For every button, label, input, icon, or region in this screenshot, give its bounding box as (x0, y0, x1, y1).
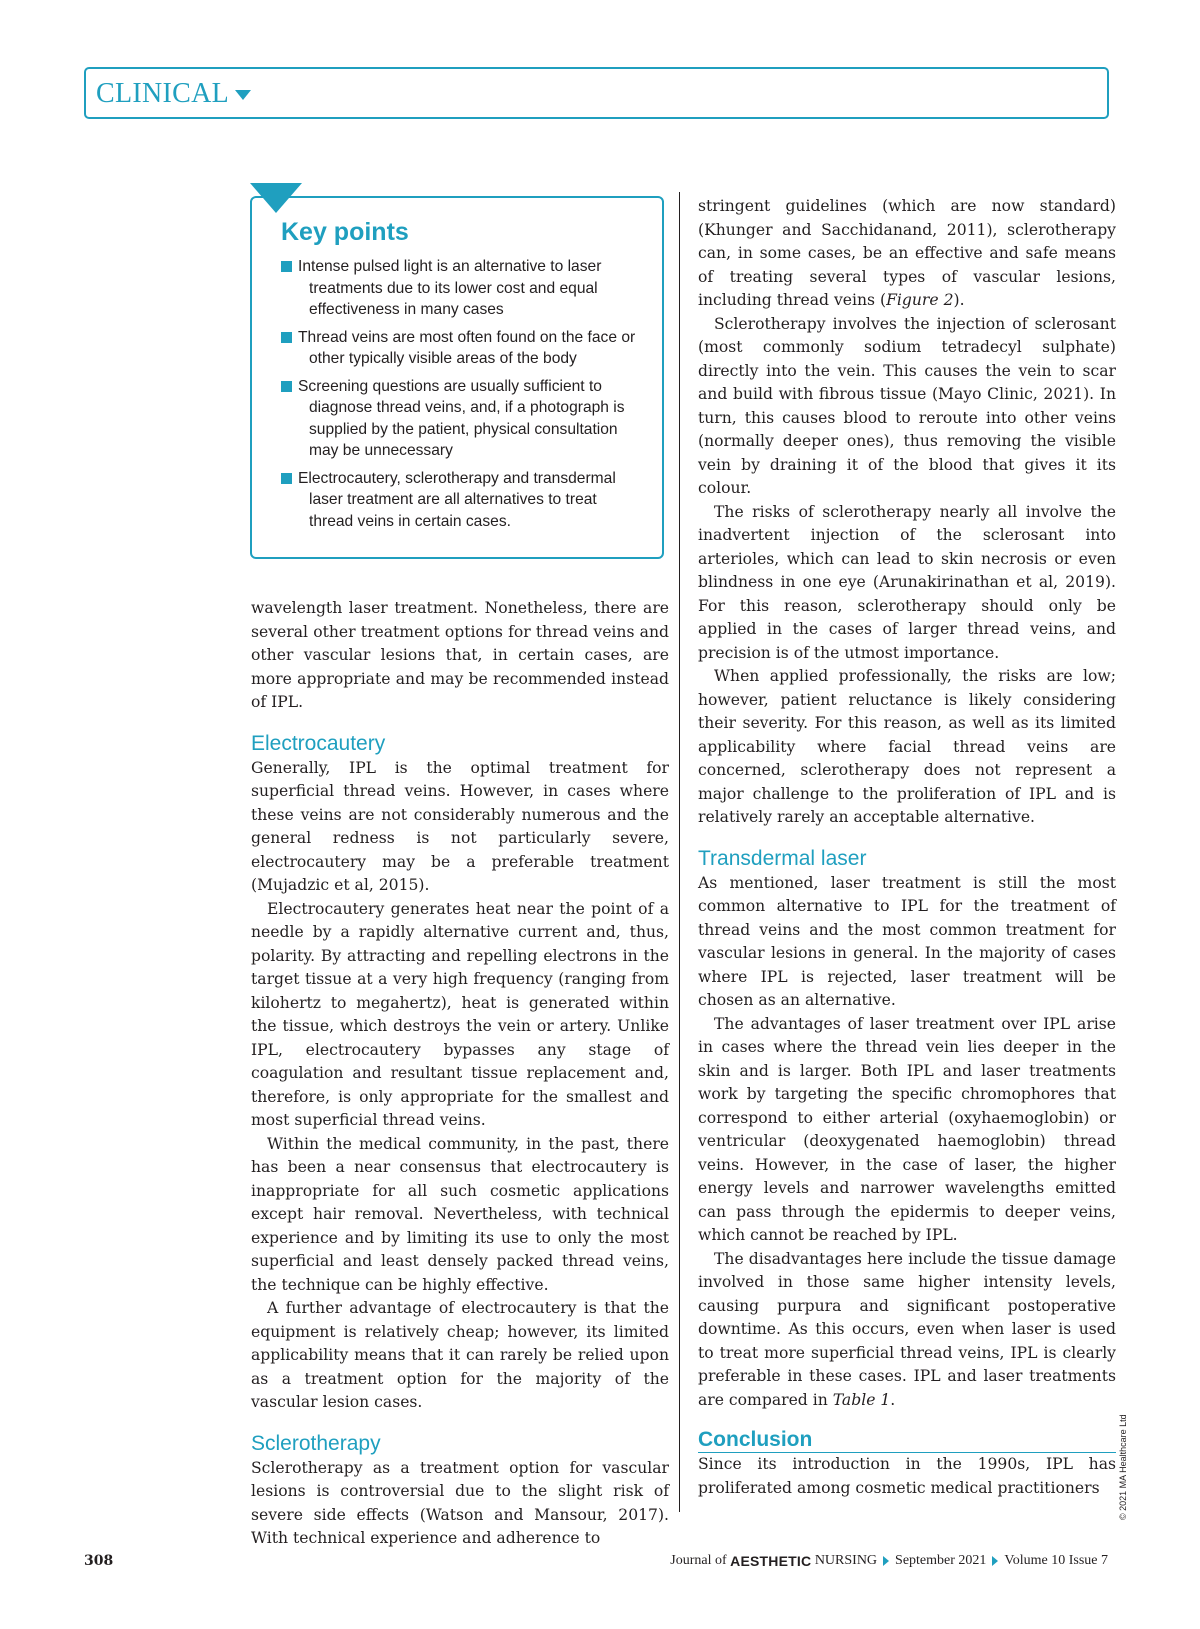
heading-conclusion: Conclusion (698, 1428, 1116, 1453)
paragraph: The risks of sclerotherapy nearly all involve the inadvertent injection of the sclerosant into arterioles, which can lead to skin necrosis or even blindness in one eye (Arunakirinathan et al, 2019). For this reason, sclerotherapy should only be applied in the cases of larger thread veins, and precision is of the utmost importance. (698, 502, 1116, 662)
paragraph: When applied professionally, the risks are low; however, patient reluctance is likely considering their severity. For this reason, as well as its limited applicability where facial thread veins are concerned, sclerotherapy does not represent a major challenge to the proliferation of IPL and is relatively rarely an acceptable alternative. (698, 667, 1116, 826)
paragraph (698, 1248, 1116, 1413)
triangle-right-icon (883, 1556, 889, 1566)
paragraph: Since its introduction in the 1990s, IPL has proliferated among cosmetic medical practitioners (698, 1455, 1116, 1497)
key-point-text: Thread veins are most often found on the face or other typically visible areas of the body (298, 328, 636, 367)
triangle-right-icon (992, 1556, 998, 1566)
key-point-item (281, 376, 641, 462)
paragraph: Within the medical community, in the past, there has been a near consensus that electrocautery is inappropriate for all such cosmetic applications except hair removal. Nevertheless, with technical experience and by limiting its use to only the most superficial and least densely packed thread veins, the technique can be highly effective. (251, 1134, 669, 1294)
section-header-box (84, 67, 1109, 119)
heading-sclerotherapy: Sclerotherapy (251, 1431, 381, 1455)
key-point-item (281, 256, 641, 321)
journal-prefix: Journal of (670, 1553, 731, 1568)
key-points-arrow-icon (250, 183, 302, 213)
heading-transdermal-laser: Transdermal laser (698, 846, 867, 870)
square-bullet-icon (281, 381, 292, 392)
page-number: 308 (84, 1553, 114, 1569)
paragraph: wavelength laser treatment. Nonetheless, there are several other treatment options for thread veins and other vascular lesions that, in certain cases, are more appropriate and may be recommended instead of IPL. (251, 599, 669, 711)
paragraph: A further advantage of electrocautery is that the equipment is relatively cheap; however, its limited applicability means that it can rarely be relied upon as a treatment option for the majority of the vascular lesion cases. (251, 1299, 669, 1411)
paragraph-text: ). (953, 291, 965, 309)
figure-reference: Figure 2 (886, 291, 954, 309)
left-column (251, 597, 669, 1551)
key-points-list (281, 256, 641, 538)
paragraph: Generally, IPL is the optimal treatment for superficial thread veins. However, in cases where these veins are not considerably numerous and the general redness is not particularly severe, electrocautery may be a preferable treatment (Mujadzic et al, 2015). (251, 758, 669, 894)
section-tag (96, 78, 251, 110)
paragraph: Electrocautery generates heat near the point of a needle by a rapidly alternative current and, thus, polarity. By attracting and repelling electrons in the target tissue at a very high frequency (ranging from kilohertz to megahertz), heat is generated within the tissue, which destroys the vein or artery. Unlike IPL, electrocautery bypasses any stage of coagulation and resultant tissue replacement and, therefore, is only appropriate for the smallest and most superficial thread veins. (251, 899, 669, 1129)
copyright-notice: © 2021 MA Healthcare Ltd (1118, 1414, 1128, 1520)
square-bullet-icon (281, 473, 292, 484)
paragraph: Sclerotherapy involves the injection of sclerosant (most commonly sodium tetradecyl sulphate) directly into the vein. This causes the vein to scar and build with fibrous tissue (Mayo Clinic, 2021). In turn, this causes blood to reroute into other veins (normally deeper ones), thus removing the visible vein by draining it of the blood that gives it its colour. (698, 314, 1116, 497)
journal-suffix: NURSING (811, 1553, 878, 1568)
column-divider (679, 192, 680, 1512)
paragraph-text: The disadvantages here include the tissue damage involved in those same higher intensity levels, causing purpura and significant postoperative downtime. As this occurs, even when laser is used to treat more superficial thread veins, IPL is clearly preferable in these cases. IPL and laser treatments are compared in (698, 1249, 1116, 1409)
key-point-item (281, 327, 641, 370)
section-tag-label: CLINICAL (96, 78, 230, 109)
paragraph: The advantages of laser treatment over IPL arise in cases where the thread vein lies deeper in the skin and is larger. Both IPL and laser treatments work by targeting the specific chromophores that correspond to either arterial (oxyhaemoglobin) or ventricular (deoxygenated haemoglobin) thread veins. However, in the case of laser, the higher energy levels and narrower wavelengths emitted can pass through the epidermis to deeper veins, which cannot be reached by IPL. (698, 1014, 1116, 1244)
triangle-down-icon (235, 90, 251, 100)
key-points-box (250, 196, 664, 559)
square-bullet-icon (281, 261, 292, 272)
paragraph-text: . (890, 1390, 896, 1409)
paragraph-text: stringent guidelines (which are now standard) (Khunger and Sacchidanand, 2011), sclerotherapy can, in some cases, be an effective and safe means of treating several types of vascular lesions, including thread veins ( (698, 197, 1116, 309)
right-column (698, 195, 1116, 1500)
square-bullet-icon (281, 332, 292, 343)
journal-name-bold: AESTHETIC (730, 1553, 812, 1569)
paragraph: Sclerotherapy as a treatment option for vascular lesions is controversial due to the slight risk of severe side effects (Watson and Mansour, 2017). With technical experience and adherence to (251, 1458, 669, 1547)
issue-date: September 2021 (895, 1553, 987, 1568)
key-points-title: Key points (281, 218, 409, 246)
volume-issue: Volume 10 Issue 7 (1004, 1553, 1108, 1568)
paragraph: As mentioned, laser treatment is still the most common alternative to IPL for the treatment of thread veins and the most common treatment for vascular lesions in general. In the majority of cases where IPL is rejected, laser treatment will be chosen as an alternative. (698, 873, 1116, 1009)
table-reference: Table 1 (832, 1390, 891, 1409)
key-point-text: Screening questions are usually sufficient to diagnose thread veins, and, if a photograph is supplied by the patient, physical consultation may be unnecessary (298, 377, 625, 459)
key-point-text: Electrocautery, sclerotherapy and transdermal laser treatment are all alternatives to treat thread veins in certain cases. (298, 469, 616, 530)
heading-electrocautery: Electrocautery (251, 731, 386, 755)
journal-footer (670, 1553, 1108, 1569)
paragraph (698, 195, 1116, 313)
key-point-item (281, 468, 641, 533)
key-point-text: Intense pulsed light is an alternative to laser treatments due to its lower cost and equal effectiveness in many cases (298, 258, 602, 318)
